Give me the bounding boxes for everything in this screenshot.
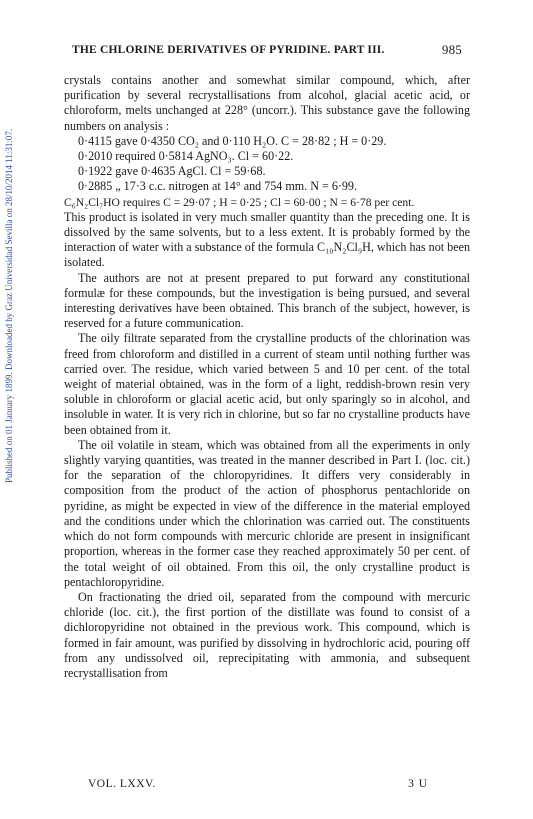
- paragraph: The authors are not at present prepared to put forward any constitutional formulæ for these compounds, but the investigation is being pursued, and several interesting derivatives have been obtained. This branch of the subject, however, is reserved for a future communication.: [64, 270, 470, 331]
- volume-label: VOL. LXXV.: [88, 778, 156, 790]
- paragraph: The oil volatile in steam, which was obtained from all the experiments in only slightly varying quantities, was treated in the manner described in Part I. (loc. cit.) for the separation of the chloropyridines. It differs very considerably in composition from the product of the action of phosphorus pentachloride on pyridine, as might be expected in view of the difference in the material employed and the conditions under which the chlorination was carried out. The constituents which do not form compounds with mercuric chloride are present in insignificant proportion, whereas in the former case they reached approximately 50 per cent. of the total weight of oil obtained. From this oil, the only crystalline product is pentachloropyridine.: [64, 437, 470, 589]
- paragraph: This product is isolated in very much smaller quantity than the preceding one. It is dissolved by the same solvents, but to a less extent. It is probably formed by the interaction of water with a substance of the formula C₁₀N₂Cl₉H, which has not been isolated.: [64, 209, 470, 270]
- analysis-line: 0·2885 „ 17·3 c.c. nitrogen at 14° and 754 mm. N = 6·99.: [78, 179, 358, 194]
- signature-mark: 3 U: [408, 778, 428, 790]
- analysis-line: 0·4115 gave 0·4350 CO₂ and 0·110 H₂O. C = 28·82 ; H = 0·29.: [78, 133, 387, 148]
- page-number: 985: [441, 42, 462, 57]
- paragraph: crystals contains another and somewhat similar compound, which, after purification by several recrystallisations from alcohol, glacial acetic acid, or chloroform, melts unchanged at 228° (uncorr.). This substance gave the following numbers on analysis :: [64, 73, 470, 133]
- analysis-requirement: C₆N₂Cl₇HO requires C = 29·07 ; H = 0·25 ; Cl = 60·00 ; N = 6·78 per cent.: [64, 195, 415, 209]
- analysis-line: 0·2010 required 0·5814 AgNO₃. Cl = 60·22.: [78, 149, 294, 164]
- running-title: THE CHLORINE DERIVATIVES OF PYRIDINE. PART III.: [72, 44, 385, 56]
- paragraph: The oily filtrate separated from the crystalline products of the chlorination was freed from chloroform and distilled in a current of steam until nothing further was carried over. The residue, which varied between 5 and 10 per cent. of the total weight of material obtained, was in the form of a light, reddish-brown resin very soluble in chloroform or glacial acetic acid, but only sparingly so in alcohol, and insoluble in water. It is very rich in chlorine, but so far no crystalline products have been obtained from it.: [64, 331, 470, 437]
- download-notice: Published on 01 January 1899. Downloaded by Graz Universidad Sevilla on 28/10/2014 11:31:07.: [4, 128, 14, 484]
- analysis-line: 0·1922 gave 0·4635 AgCl. Cl = 59·68.: [78, 164, 266, 179]
- article-body: [64, 73, 470, 681]
- paragraph: On fractionating the dried oil, separated from the compound with mercuric chloride (loc. cit.), the first portion of the distillate was found to consist of a dichloropyridine not obtained in the previous work. This compound, which is formed in fair amount, was purified by dissolving in hydrochloric acid, pouring off from any undissolved oil, reprecipitating with ammonia, and subsequent recrystallisation from: [64, 589, 470, 680]
